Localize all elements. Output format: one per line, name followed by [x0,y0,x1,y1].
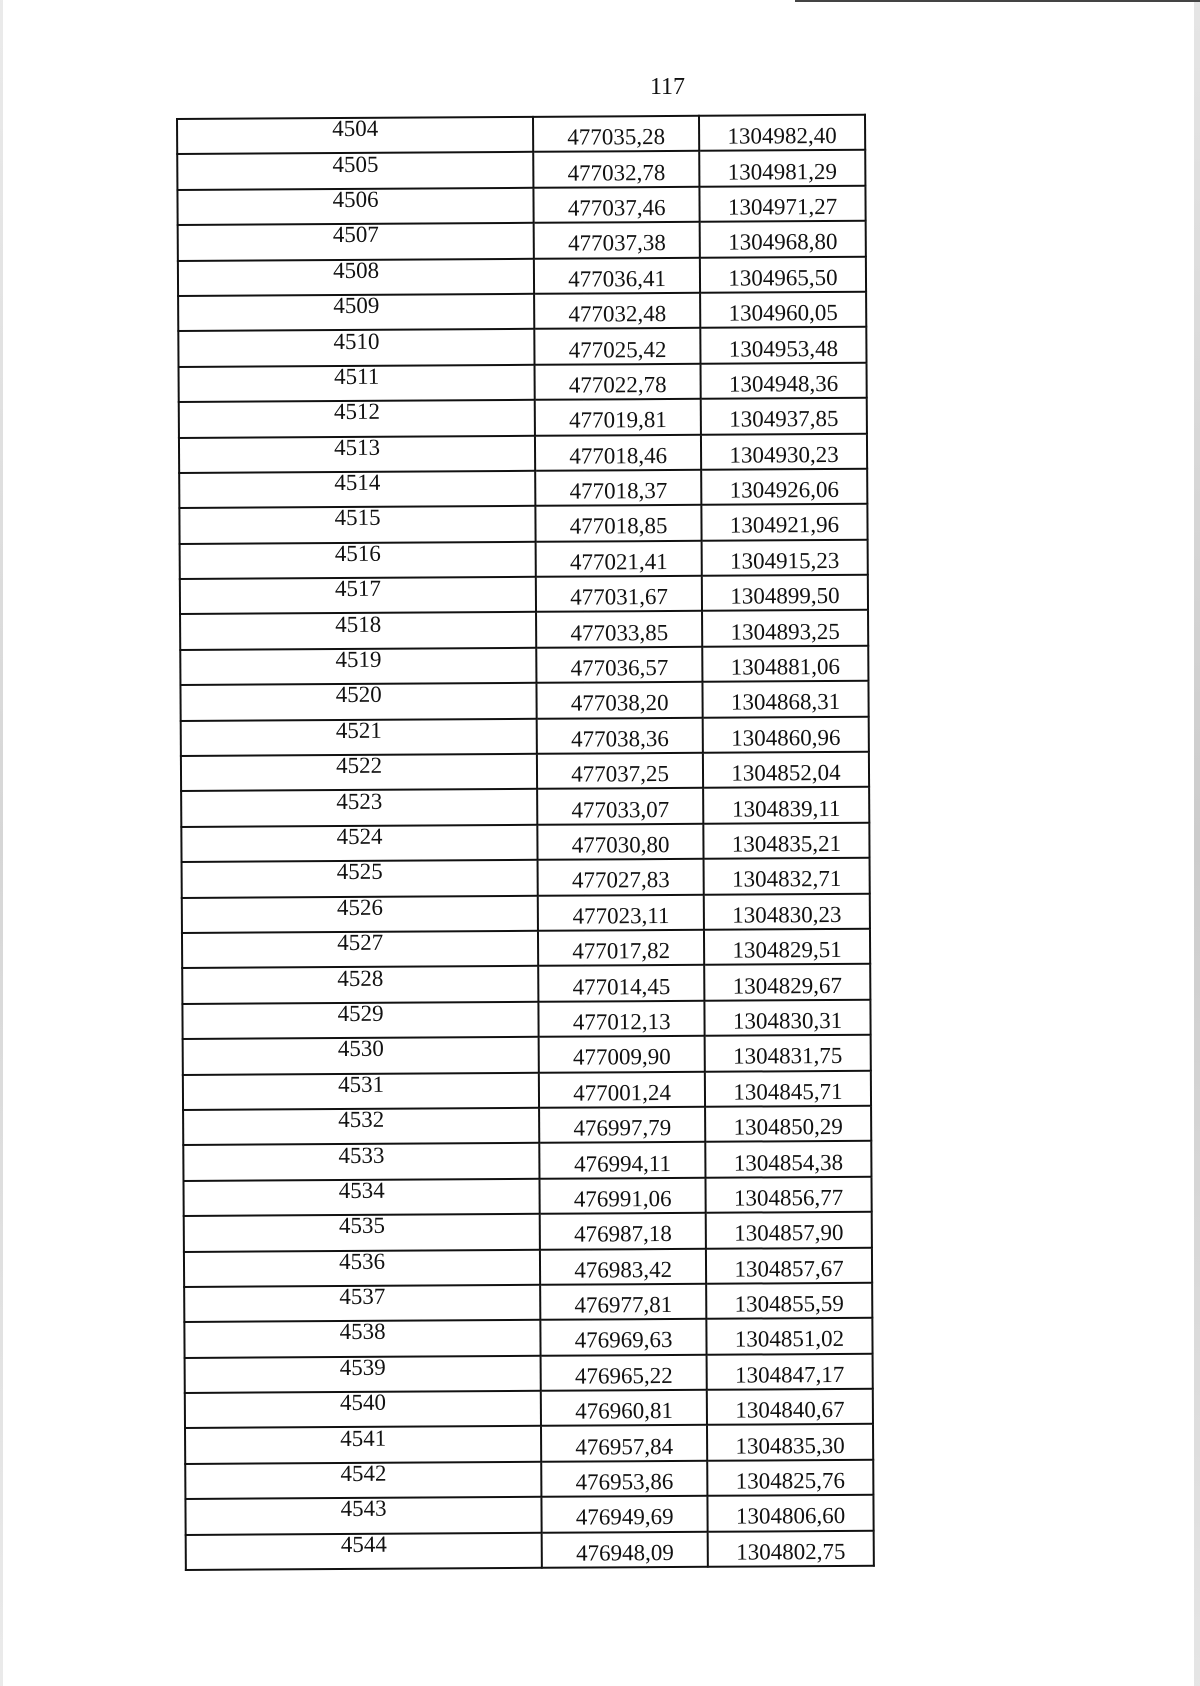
y-coordinate-cell-text: 1304854,38 [733,1149,844,1176]
y-coordinate-cell-text: 1304835,21 [731,830,842,857]
y-coordinate-cell-text: 1304829,51 [732,937,842,963]
x-coordinate-cell [539,1036,705,1072]
point-number-cell [177,188,533,226]
y-coordinate-cell [703,716,869,752]
x-coordinate-cell-text: 477001,24 [573,1079,672,1106]
x-coordinate-cell [534,293,700,329]
point-number-cell [184,1285,540,1323]
x-coordinate-cell [541,1354,707,1390]
y-coordinate-cell-text: 1304830,31 [732,1007,843,1034]
y-coordinate-cell-text: 1304856,77 [733,1184,844,1211]
x-coordinate-cell [538,824,704,860]
x-coordinate-cell-text: 476953,86 [575,1469,674,1495]
x-coordinate-cell-text: 476969,63 [574,1327,673,1354]
x-coordinate-cell [534,257,700,293]
y-coordinate-cell-text: 1304965,50 [728,264,838,291]
y-coordinate-cell [701,363,867,399]
y-coordinate-cell-text: 1304831,75 [733,1043,843,1069]
x-coordinate-cell [540,1284,706,1320]
table-row [182,1000,870,1040]
y-coordinate-cell-text: 1304926,06 [729,477,839,503]
point-number-cell-text: 4527 [337,929,384,956]
point-number-cell [179,506,535,544]
y-coordinate-cell [702,681,868,717]
x-coordinate-cell-text: 477018,85 [569,513,668,540]
point-number-cell-text: 4519 [335,646,382,673]
y-coordinate-cell [707,1389,873,1425]
y-coordinate-cell [704,1000,870,1036]
point-number-cell-text: 4518 [335,611,382,637]
x-coordinate-cell-text: 477018,37 [569,478,668,504]
table-row [184,1212,872,1252]
table-row [184,1247,872,1287]
point-number-cell-text: 4537 [339,1283,386,1310]
y-coordinate-cell-text: 1304981,29 [727,158,838,185]
x-coordinate-cell [542,1496,708,1532]
y-coordinate-cell-text: 1304968,80 [728,229,838,255]
table-row [185,1495,873,1535]
table-row [178,221,866,261]
y-coordinate-cell-text: 1304948,36 [728,370,839,397]
x-coordinate-cell-text: 476948,09 [575,1539,674,1566]
x-coordinate-cell-text: 477037,38 [567,230,666,256]
x-coordinate-cell [535,470,701,506]
point-number-cell [179,365,535,403]
x-coordinate-cell-text: 477031,67 [570,584,669,610]
table-row [179,363,867,403]
x-coordinate-cell [533,116,699,152]
y-coordinate-cell [700,221,866,257]
point-number-cell-text: 4504 [332,115,379,142]
x-coordinate-cell-text: 476991,06 [573,1185,672,1212]
y-coordinate-cell [708,1530,874,1566]
table-row [177,150,865,190]
y-coordinate-cell-text: 1304825,76 [735,1467,846,1494]
point-number-cell [179,471,535,509]
y-coordinate-cell-text: 1304915,23 [730,547,840,574]
y-coordinate-cell-text: 1304881,06 [730,654,841,680]
point-number-cell-text: 4507 [332,222,379,248]
table-row [180,681,868,721]
table-row [186,1530,874,1570]
y-coordinate-cell [701,469,867,505]
y-coordinate-cell-text: 1304840,67 [735,1397,845,1423]
point-number-cell [180,612,536,650]
point-number-cell [180,577,536,615]
coordinates-table-body [177,115,874,1570]
x-coordinate-cell [541,1461,707,1497]
point-number-cell [179,435,535,473]
point-number-cell-text: 4508 [332,257,380,283]
y-coordinate-cell-text: 1304835,30 [735,1432,845,1459]
point-number-cell [183,1072,539,1110]
x-coordinate-cell-text: 476957,84 [575,1433,674,1460]
y-coordinate-cell-text: 1304857,67 [734,1255,844,1282]
x-coordinate-cell [540,1213,706,1249]
y-coordinate-cell-text: 1304845,71 [733,1078,843,1105]
point-number-cell-text: 4515 [334,505,381,531]
point-number-cell [183,1179,539,1217]
point-number-cell [181,718,537,756]
x-coordinate-cell-text: 477037,46 [567,194,666,221]
point-number-cell-text: 4532 [338,1106,385,1133]
x-coordinate-cell-text: 476965,22 [574,1362,673,1389]
x-coordinate-cell [539,1107,705,1143]
point-number-cell [183,1143,539,1181]
point-number-cell-text: 4509 [333,292,380,319]
point-number-cell [181,825,537,863]
x-coordinate-cell-text: 476994,11 [573,1150,672,1177]
x-coordinate-cell-text: 477036,57 [570,655,669,681]
point-number-cell-text: 4543 [340,1496,387,1522]
point-number-cell-text: 4538 [339,1319,386,1345]
x-coordinate-cell [536,540,702,576]
point-number-cell [180,541,536,579]
point-number-cell [178,223,534,261]
x-coordinate-cell-text: 477023,11 [572,902,670,929]
table-row [178,292,866,332]
point-number-cell [180,648,536,686]
x-coordinate-cell-text: 476987,18 [574,1221,672,1247]
x-coordinate-cell [535,328,701,364]
page-number: 117 [649,74,686,100]
x-coordinate-cell [535,434,701,470]
y-coordinate-cell [705,1176,871,1212]
point-number-cell-text: 4542 [340,1460,387,1487]
y-coordinate-cell-text: 1304930,23 [729,441,839,468]
y-coordinate-cell-text: 1304806,60 [735,1503,846,1530]
x-coordinate-cell [535,399,701,435]
x-coordinate-cell [537,753,703,789]
x-coordinate-cell [533,151,699,187]
x-coordinate-cell-text: 477037,25 [571,761,670,787]
x-coordinate-cell-text: 477036,41 [568,265,667,292]
top-rule [795,0,1200,2]
table-row [181,787,869,827]
y-coordinate-cell-text: 1304847,17 [734,1361,845,1388]
point-number-cell-text: 4536 [339,1248,386,1274]
table-row [178,327,866,367]
x-coordinate-cell [538,894,704,930]
table-row [179,398,867,438]
point-number-cell [178,329,534,367]
y-coordinate-cell [704,964,870,1000]
y-coordinate-cell-text: 1304832,71 [731,866,842,893]
table-row [183,1141,871,1181]
point-number-cell [183,1108,539,1146]
table-row [180,646,868,686]
y-coordinate-cell [706,1318,872,1354]
x-coordinate-cell [536,611,702,647]
x-coordinate-cell-text: 477021,41 [569,548,668,575]
table-row [184,1283,872,1323]
x-coordinate-cell [540,1178,706,1214]
x-coordinate-cell-text: 477012,13 [572,1008,671,1035]
x-coordinate-cell-text: 477033,07 [571,796,670,823]
x-coordinate-cell-text: 476949,69 [575,1504,674,1531]
table-row [183,1035,871,1075]
x-coordinate-cell [536,505,702,541]
point-number-cell-text: 4517 [334,576,382,602]
y-coordinate-cell [699,186,865,222]
point-number-cell-text: 4510 [333,328,380,354]
y-coordinate-cell-text: 1304982,40 [727,123,837,149]
table-row [183,1070,871,1110]
y-coordinate-cell [706,1212,872,1248]
point-number-cell-text: 4544 [340,1531,387,1557]
point-number-cell [181,789,537,827]
table-row [182,964,870,1004]
y-coordinate-cell [705,1035,871,1071]
point-number-cell-text: 4525 [336,859,383,885]
x-coordinate-cell-text: 477018,46 [569,442,668,469]
y-coordinate-cell-text: 1304839,11 [731,795,841,822]
point-number-cell-text: 4512 [333,399,380,425]
table-row [179,433,867,473]
table-row [181,716,869,756]
x-coordinate-cell-text: 477027,83 [571,867,670,893]
point-number-cell [179,400,535,438]
y-coordinate-cell-text: 1304960,05 [728,300,838,326]
table-row [184,1318,872,1358]
x-coordinate-cell-text: 477019,81 [569,407,667,433]
table-row [185,1389,873,1429]
y-coordinate-cell [702,539,868,575]
point-number-cell [185,1355,541,1393]
x-coordinate-cell [535,364,701,400]
table-row [185,1353,873,1393]
point-number-cell [182,1002,538,1040]
y-coordinate-cell-text: 1304829,67 [732,972,843,999]
x-coordinate-cell [538,930,704,966]
point-number-cell-text: 4541 [340,1425,387,1451]
point-number-cell-text: 4530 [337,1036,384,1062]
table-row [178,256,866,296]
x-coordinate-cell [542,1531,708,1567]
y-coordinate-cell-text: 1304851,02 [734,1326,845,1353]
point-number-cell [182,860,538,898]
y-coordinate-cell-text: 1304868,31 [730,689,841,716]
point-number-cell [185,1426,541,1464]
point-number-cell-text: 4531 [337,1071,385,1097]
point-number-cell-text: 4526 [336,894,384,920]
y-coordinate-cell [701,398,867,434]
point-number-cell-text: 4514 [334,469,381,496]
y-coordinate-cell-text: 1304857,90 [734,1220,844,1246]
point-number-cell [185,1391,541,1429]
x-coordinate-cell-text: 477017,82 [572,938,671,964]
y-coordinate-cell [702,575,868,611]
point-number-cell [181,754,537,792]
point-number-cell-text: 4533 [338,1142,385,1168]
table-row [179,504,867,544]
y-coordinate-cell-text: 1304855,59 [734,1291,844,1317]
point-number-cell [185,1462,541,1500]
y-coordinate-cell [705,1070,871,1106]
point-number-cell-text: 4523 [336,788,383,814]
x-coordinate-cell-text: 477038,20 [570,690,669,717]
point-number-cell [177,117,533,155]
x-coordinate-cell [538,859,704,895]
table-row [181,752,869,792]
x-coordinate-cell [538,965,704,1001]
point-number-cell [182,931,538,969]
y-coordinate-cell-text: 1304852,04 [731,760,841,786]
x-coordinate-cell [541,1425,707,1461]
x-coordinate-cell-text: 477032,78 [567,159,666,186]
y-coordinate-cell [703,787,869,823]
y-coordinate-cell [707,1424,873,1460]
point-number-cell [184,1214,540,1252]
x-coordinate-cell-text: 477009,90 [572,1044,671,1070]
x-coordinate-cell-text: 477022,78 [568,371,667,398]
coordinates-table [176,114,875,1571]
table-row [183,1106,871,1146]
point-number-cell-text: 4511 [334,363,380,389]
y-coordinate-cell [704,929,870,965]
y-coordinate-cell-text: 1304830,23 [732,901,842,928]
table-row [177,186,865,226]
table-row [180,575,868,615]
point-number-cell-text: 4521 [335,717,382,743]
y-coordinate-cell [706,1283,872,1319]
point-number-cell-text: 4529 [337,1000,384,1026]
x-coordinate-cell-text: 477035,28 [567,124,666,150]
x-coordinate-cell [537,788,703,824]
y-coordinate-cell-text: 1304802,75 [736,1538,846,1565]
table-row [179,469,867,509]
y-coordinate-cell [705,1106,871,1142]
table-row [177,115,865,155]
x-coordinate-cell-text: 476960,81 [575,1398,673,1424]
point-number-cell [178,294,534,332]
point-number-cell-text: 4505 [332,151,379,177]
x-coordinate-cell-text: 476983,42 [574,1256,673,1283]
y-coordinate-cell-text: 1304850,29 [733,1114,843,1140]
point-number-cell-text: 4516 [334,540,381,566]
point-number-cell [185,1497,541,1535]
table-row [183,1176,871,1216]
point-number-cell-text: 4540 [339,1389,387,1416]
y-coordinate-cell-text: 1304860,96 [731,724,841,751]
point-number-cell-text: 4528 [337,965,384,991]
x-coordinate-cell-text: 477030,80 [571,831,670,858]
table-row [180,539,868,579]
y-coordinate-cell [703,752,869,788]
x-coordinate-cell-text: 477038,36 [570,725,669,752]
y-coordinate-cell-text: 1304921,96 [729,512,840,539]
x-coordinate-cell-text: 477033,85 [570,619,669,646]
y-coordinate-cell [701,433,867,469]
y-coordinate-cell [707,1353,873,1389]
y-coordinate-cell [703,823,869,859]
point-number-cell-text: 4506 [332,186,379,213]
x-coordinate-cell [539,1001,705,1037]
x-coordinate-cell-text: 477014,45 [572,973,671,1000]
y-coordinate-cell [702,646,868,682]
y-coordinate-cell [704,893,870,929]
y-coordinate-cell-text: 1304893,25 [730,618,840,645]
x-coordinate-cell [534,222,700,258]
x-coordinate-cell-text: 476977,81 [574,1292,673,1318]
y-coordinate-cell-text: 1304971,27 [727,193,838,220]
point-number-cell [184,1249,540,1287]
scan-left-edge [0,0,3,1686]
point-number-cell-text: 4535 [338,1213,385,1239]
table-row [182,929,870,969]
y-coordinate-cell [707,1460,873,1496]
x-coordinate-cell [539,1071,705,1107]
table-row [181,823,869,863]
x-coordinate-cell [540,1248,706,1284]
point-number-cell [186,1532,542,1570]
y-coordinate-cell [705,1141,871,1177]
y-coordinate-cell [700,327,866,363]
x-coordinate-cell-text: 477025,42 [568,336,667,363]
y-coordinate-cell [704,858,870,894]
x-coordinate-cell [537,682,703,718]
x-coordinate-cell [536,647,702,683]
y-coordinate-cell [701,504,867,540]
y-coordinate-cell [707,1495,873,1531]
point-number-cell [177,152,533,190]
x-coordinate-cell [540,1142,706,1178]
y-coordinate-cell [702,610,868,646]
point-number-cell [182,966,538,1004]
x-coordinate-cell [537,717,703,753]
x-coordinate-cell [534,187,700,223]
scan-right-edge [1194,0,1200,1686]
table-row [182,858,870,898]
y-coordinate-cell [700,256,866,292]
y-coordinate-cell [699,150,865,186]
point-number-cell-text: 4539 [339,1354,386,1380]
point-number-cell [180,683,536,721]
y-coordinate-cell-text: 1304937,85 [729,406,839,432]
x-coordinate-cell-text: 476997,79 [573,1115,672,1141]
x-coordinate-cell [541,1319,707,1355]
point-number-cell [178,258,534,296]
x-coordinate-cell [536,576,702,612]
table-row [185,1460,873,1500]
point-number-cell [183,1037,539,1075]
y-coordinate-cell [706,1247,872,1283]
table-row [182,893,870,933]
y-coordinate-cell-text: 1304953,48 [728,335,839,362]
y-coordinate-cell [699,115,865,151]
x-coordinate-cell [541,1390,707,1426]
point-number-cell-text: 4520 [335,682,382,708]
point-number-cell-text: 4513 [334,434,381,460]
point-number-cell-text: 4534 [338,1177,385,1203]
point-number-cell [184,1320,540,1358]
point-number-cell [182,895,538,933]
y-coordinate-cell-text: 1304899,50 [730,583,840,609]
y-coordinate-cell [700,292,866,328]
table-row [185,1424,873,1464]
table-row [180,610,868,650]
point-number-cell-text: 4522 [336,752,383,779]
x-coordinate-cell-text: 477032,48 [568,301,667,327]
point-number-cell-text: 4524 [336,823,383,850]
